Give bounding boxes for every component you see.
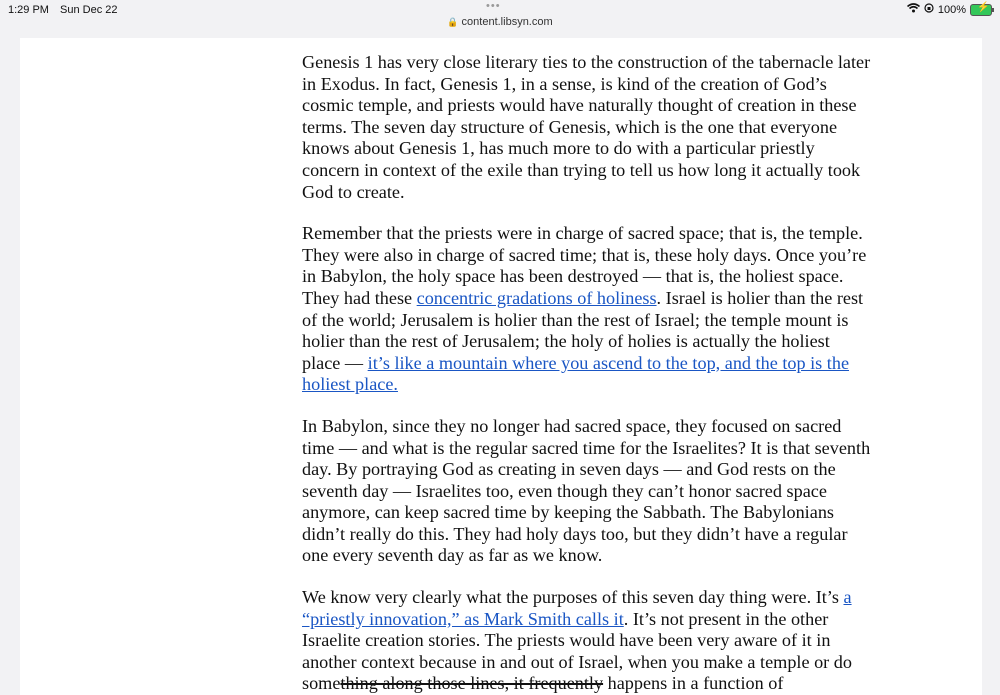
charging-bolt-icon: ⚡ (977, 1, 990, 13)
paragraph-3: In Babylon, since they no longer had sacred space, they focused on sacred time — and what is the regular sacred time for the Israelites? It is that seventh day. By portraying God as creating in seven days — and God rests on the seventh day — Israelites too, even though they can’t honor sacred space anymore, can keep sacred time by keeping the Sabbath. The Babylonians didn’t really do this. They had holy days too, but they didn’t have a regular one every seventh day as far as we know. (302, 415, 871, 566)
struck-text: thing along those lines, it frequently (340, 673, 604, 694)
battery-percent: 100% (937, 3, 966, 16)
paragraph-2-text-b: . Israel is holier than the rest of the world; Jerusalem is holier than the rest of Israel; the temple mount is holier than the rest of Jerusalem; the holy of holies is actually the holiest place — (302, 287, 864, 373)
status-date: Sun Dec 22 (60, 4, 118, 16)
web-page (20, 38, 982, 695)
paragraph-1: Genesis 1 has very close literary ties to the construction of the tabernacle later in Exodus. In fact, Genesis 1, in a sense, is kind of the creation of God’s cosmic temple, and priests would have naturally thought of creation in these terms. The seven day structure of Genesis, which is the one that everyone knows about Genesis 1, has much more to do with a particular priestly concern in context of the exile than trying to tell us how long it actually took God to create. (302, 52, 871, 202)
status-left (8, 4, 126, 16)
paragraph-2 (302, 223, 872, 396)
paragraph-4-text-c: happens in a function of (603, 673, 784, 694)
url-text: content.libsyn.com (461, 16, 553, 28)
status-time: 1:29 PM (8, 4, 49, 16)
link-priestly-innovation[interactable]: a “priestly innovation,” as Mark Smith calls it (302, 587, 852, 629)
battery-icon (970, 1, 992, 16)
article-body (302, 52, 872, 695)
wifi-icon (907, 3, 920, 16)
paragraph-4 (302, 587, 872, 695)
lock-icon: 🔒 (447, 17, 459, 27)
link-mountain-ascend[interactable]: it’s like a mountain where you ascend to the top, and the top is the holiest place. (302, 352, 850, 395)
paragraph-2-text-a: Remember that the priests were in charge of sacred space; that is, the temple. They were also in charge of sacred time; that is, these holy days. Once you’re in Babylon, the holy space has been destroyed — that is, the holiest space. They had these (302, 223, 867, 308)
paragraph-4-text-b: . It’s not present in the other Israelite creation stories. The priests would have been very aware of it in another context because in and out of Israel, when you make a temple or do some (302, 608, 852, 694)
multitasking-dots-icon[interactable]: ••• (486, 0, 501, 12)
link-concentric-gradations[interactable]: concentric gradations of holiness (416, 287, 657, 308)
paragraph-4-text-a: We know very clearly what the purposes of this seven day thing were. It’s (302, 587, 844, 608)
status-right (907, 3, 992, 16)
orientation-lock-icon (924, 3, 934, 16)
address-bar[interactable] (0, 16, 1000, 38)
